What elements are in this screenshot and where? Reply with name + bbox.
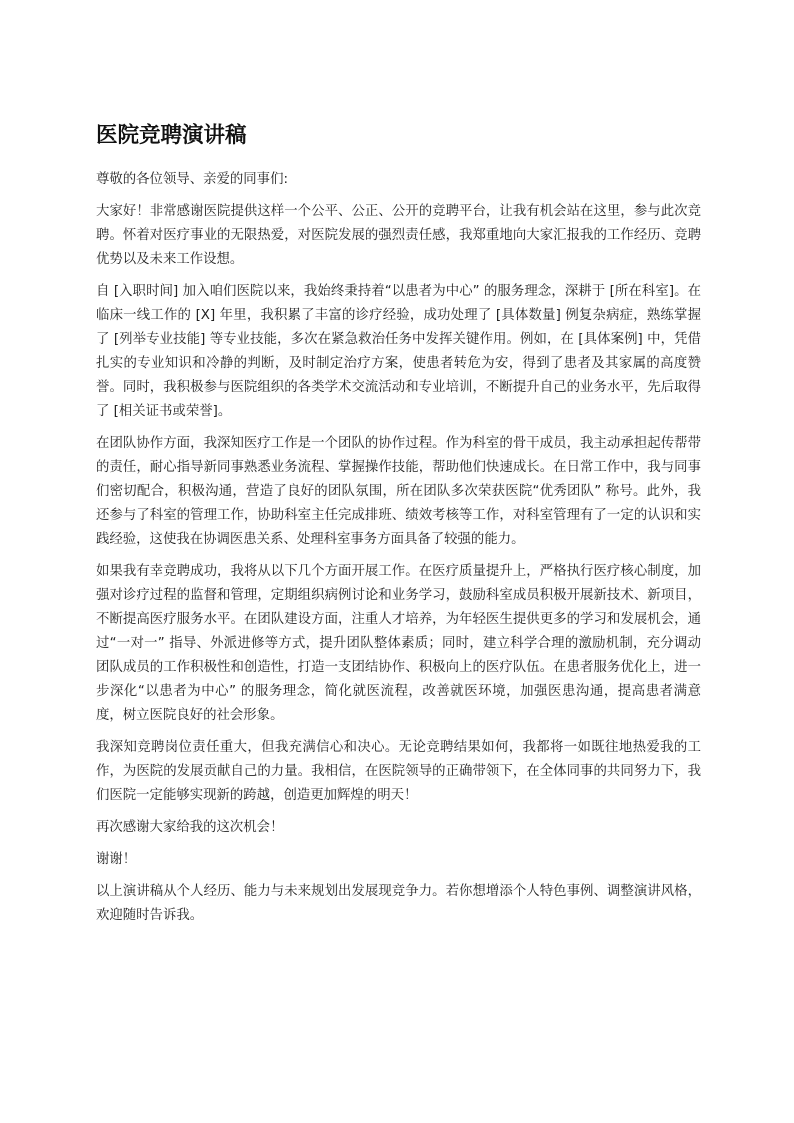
salutation: 尊敬的各位领导、亲爱的同事们: [96, 172, 288, 187]
paragraph-opening: 大家好！非常感谢医院提供这样一个公平、公正、公开的竞聘平台，让我有机会站在这里，参与此次竞聘。怀着对医疗事业的无限热爱，对医院发展的强烈责任感，我郑重地向大家汇报我的工作经历、竞聘优势以及未来工作设想。 [96, 204, 701, 267]
document-page [96, 118, 701, 936]
paragraph-plans: 如果我有幸竞聘成功，我将从以下几个方面开展工作。在医疗质量提升上，严格执行医疗核心制度，加强对诊疗过程的监督和管理，定期组织病例讨论和业务学习，鼓励科室成员积极开展新技术、新项目，不断提高医疗服务水平。在团队建设方面，注重人才培养，为年轻医生提供更多的学习和发展机会，通过“一对一” 指导、外派进修等方式，提升团队整体素质；同时，建立科学合理的激励机制，充分调动团队成员的工作积极性和创造性，打造一支团结协作、积极向上的医疗队伍。在患者服务优化上，进一步深化“以患者为中心” 的服务理念，简化就医流程，改善就医环境，加强医患沟通，提高患者满意度，树立医院良好的社会形象。 [96, 564, 701, 723]
paragraph-experience: 自 [入职时间] 加入咱们医院以来，我始终秉持着“以患者为中心” 的服务理念，深耕于 [所在科室]。在临床一线工作的 [X] 年里，我积累了丰富的诊疗经验，成功处理了 [具体数量] 例复杂病症，熟练掌握了 [列举专业技能] 等专业技能，多次在紧急救治任务中发挥关键作用。例如，在 [具体案例] 中，凭借扎实的专业知识和冷静的判断，及时制定治疗方案，使患者转危为安，得到了患者及其家属的高度赞誉。同时，我积极参与医院组织的各类学术交流活动和专业培训，不断提升自己的业务水平，先后取得了 [相关证书或荣誉]。 [96, 284, 701, 419]
paragraph-commitment: 我深知竞聘岗位责任重大，但我充满信心和决心。无论竞聘结果如何，我都将一如既往地热爱我的工作，为医院的发展贡献自己的力量。我相信，在医院领导的正确带领下，在全体同事的共同努力下，我们医院一定能够实现新的跨越，创造更加辉煌的明天！ [96, 740, 701, 803]
paragraph-thanks-again: 再次感谢大家给我的这次机会！ [96, 820, 284, 835]
paragraph-thank-you: 谢谢！ [96, 852, 137, 867]
paragraph-teamwork: 在团队协作方面，我深知医疗工作是一个团队的协作过程。作为科室的骨干成员，我主动承担起传帮带的责任，耐心指导新同事熟悉业务流程、掌握操作技能，帮助他们快速成长。在日常工作中，我与同事们密切配合，积极沟通，营造了良好的团队氛围，所在团队多次荣获医院“优秀团队” 称号。此外，我还参与了科室的管理工作，协助科室主任完成排班、绩效考核等工作，对科室管理有了一定的认识和实践经验，这使我在协调医患关系、处理科室事务方面具备了较强的能力。 [96, 436, 701, 547]
paragraph-closing-note: 以上演讲稿从个人经历、能力与未来规划出发展现竞争力。若你想增添个人特色事例、调整演讲风格，欢迎随时告诉我。 [96, 884, 701, 923]
document-title: 医院竞聘演讲稿 [96, 123, 247, 148]
